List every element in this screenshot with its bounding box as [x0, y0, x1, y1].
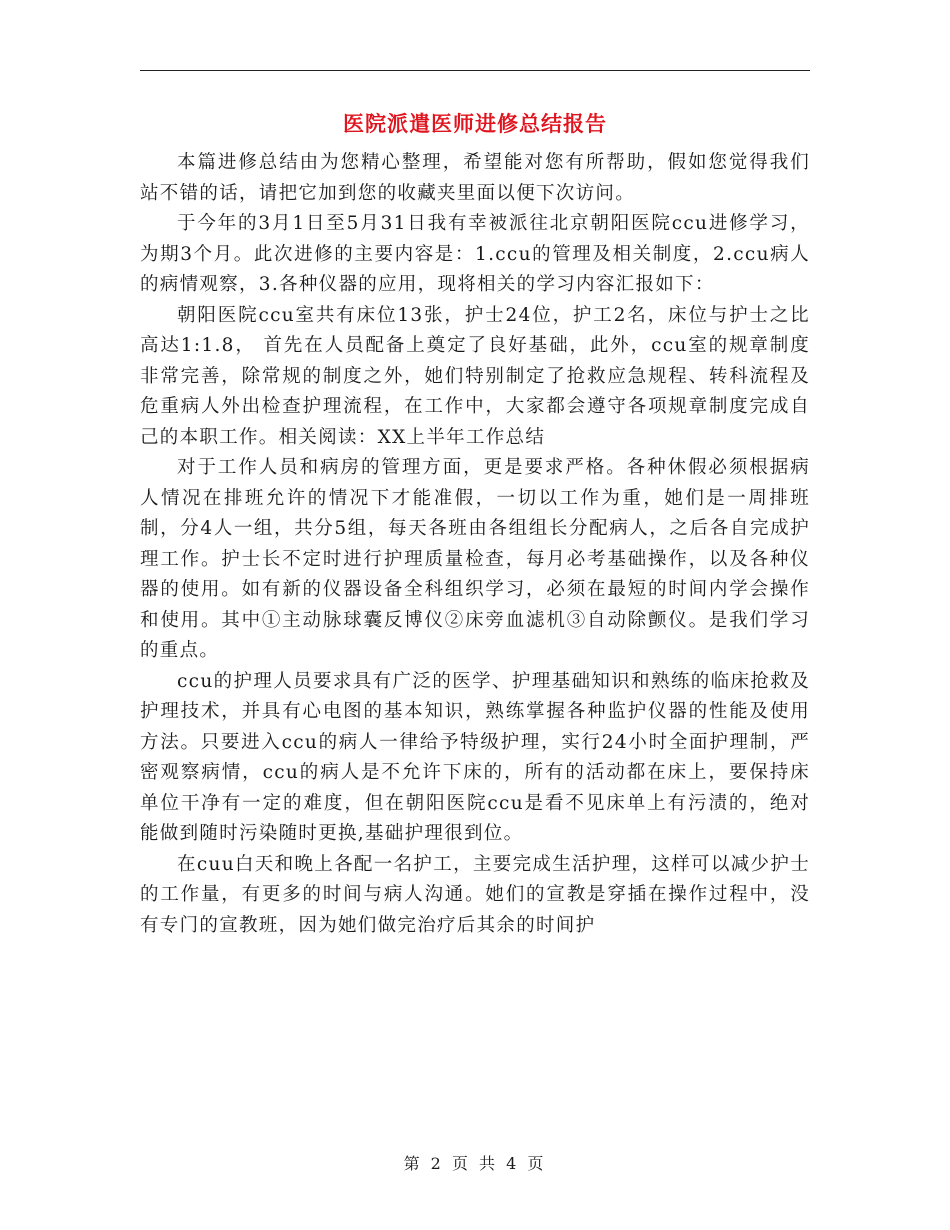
- document-title: 医院派遣医师进修总结报告: [343, 111, 607, 136]
- document-body: [140, 148, 810, 941]
- paragraph: 于今年的3月1日至5月31日我有幸被派往北京朝阳医院ccu进修学习，为期3个月。此次进修的主要内容是：1.ccu的管理及相关制度，2.ccu病人的病情观察，3.各种仪器的应用，现将相关的学习内容汇报如下：: [140, 213, 810, 295]
- paragraph: 本篇进修总结由为您精心整理，希望能对您有所帮助，假如您觉得我们站不错的话，请把它加到您的收藏夹里面以便下次访问。: [140, 152, 810, 204]
- paragraph: ccu的护理人员要求具有广泛的医学、护理基础知识和熟练的临床抢救及护理技术，并具有心电图的基本知识，熟练掌握各种监护仪器的性能及使用方法。只要进入ccu的病人一律给予特级护理，实行24小时全面护理制，严密观察病情，ccu的病人是不允许下床的，所有的活动都在床上，要保持床单位干净有一定的难度，但在朝阳医院ccu是看不见床单上有污渍的，绝对能做到随时污染随时更换,基础护理很到位。: [140, 670, 810, 844]
- paragraph: 在cuu白天和晚上各配一名护工，主要完成生活护理，这样可以减少护士的工作量，有更多的时间与病人沟通。她们的宣教是穿插在操作过程中，没有专门的宣教班，因为她们做完治疗后其余的时间护: [140, 853, 810, 936]
- paragraph: 对于工作人员和病房的管理方面，更是要求严格。各种休假必须根据病人情况在排班允许的情况下才能准假，一切以工作为重，她们是一周排班制，分4人一组，共分5组，每天各班由各组组长分配病人，之后各自完成护理工作。护士长不定时进行护理质量检查，每月必考基础操作，以及各种仪器的使用。如有新的仪器设备全科组织学习，必须在最短的时间内学会操作和使用。其中①主动脉球囊反博仪②床旁血滤机③自动除颤仪。是我们学习的重点。: [140, 457, 810, 661]
- paragraph: 朝阳医院ccu室共有床位13张，护士24位，护工2名，床位与护士之比高达1:1.8， 首先在人员配备上奠定了良好基础，此外，ccu室的规章制度非常完善，除常规的制度之外，她们特别制定了抢救应急规程、转科流程及危重病人外出检查护理流程，在工作中，大家都会遵守各项规章制度完成自己的本职工作。相关阅读：XX上半年工作总结: [140, 304, 810, 448]
- page-number: 第 2 页 共 4 页: [403, 1154, 547, 1173]
- header-rule: [140, 70, 810, 71]
- page-footer: [0, 1152, 950, 1176]
